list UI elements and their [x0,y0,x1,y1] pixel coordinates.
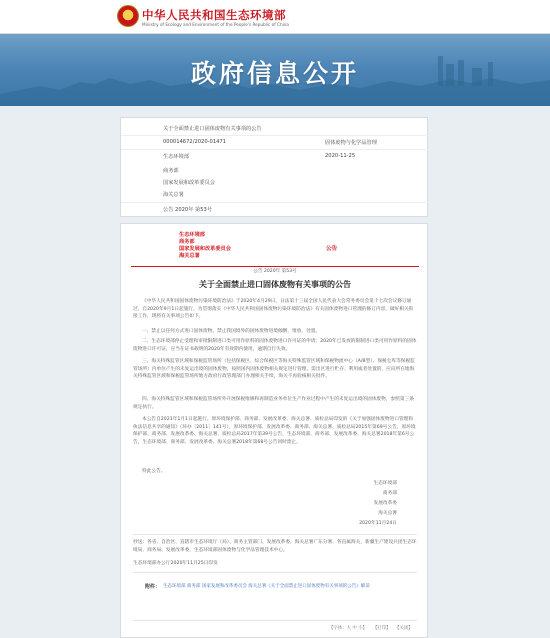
issuer-heading-1: 生态环境部 [179,232,205,238]
paragraph-2: 二、生态环境部停止受理和审批限制进口类可用作原料的固体废物进口许可证的申请；2020年已发放的限制进口类可用作原料的固体废物进口许可证，应当在证书载明的2020年有效期内使用，逾期自行失效。 [133,339,417,352]
signer-2: 商务部 [382,491,397,496]
font-size-tool[interactable]: 【字体：大 中 小】 [329,626,367,631]
meta-title-row [129,125,262,132]
meta-issuer-4: 海关总署 [163,192,184,198]
issuer-heading-4: 海关总署 [179,253,200,259]
meta-category-row [291,139,377,146]
paragraph-1: 一、禁止以任何方式进口固体废物。禁止我国境外的固体废物进境倾倒、堆放、处置。 [142,329,321,334]
signer-4: 海关总署 [378,511,397,516]
meta-doc-no: 公告 2020年 第53号 [163,207,213,213]
paragraph-4: 四、海关特殊监管区域和保税监管场所外开展保税维修和再制造业务单位生产作业过程中产生的未复运出境的固体废物，参照第三条规定执行。 [133,397,414,410]
paragraph-intro: 《中华人民共和国固体废物污染环境防治法》于2020年4月29日，日法第十三届全国人民代表大会常务委员会第十七次会议修订通过，自2020年9月1日起施行。为贯彻落实《中华人民共和国固体废物污染环境防治法》有关固体废物进口管理的修订内容，做好相关衔接工作，现将有关事项公告如下。 [133,299,414,319]
signer-1: 生态环境部 [373,481,397,486]
attachment-label: 附件： [145,584,161,590]
meta-index-no: 000014672/2020-01471 [163,139,227,145]
cc-list: 抄送：各省、自治区、直辖市生态环境厅（局）、商务主管部门、发展改革委，海关总署广东分署、各直属海关，新疆生产建设兵团生态环境局、商务局、发展改革委，生态环境部固体废物与化学品管理技术中心。 [133,540,417,553]
issuer-heading-3: 国家发展和改革委员会 [179,246,231,252]
meta-date: 2020-11-25 [325,153,356,159]
meta-docno-row [129,206,212,213]
paragraph-3: 三、海关特殊监管区域和保税监管场所（包括保税区、综合保税区等海关特殊监管区域和保税物流中心（A/B型）、保税仓库等保税监管场所）内单位产生的未复运出境的固体废物，按照国内固体废物相关规定进行管理。需出区进行贮存、利用或者处置的，应向所在地海关特殊监管区域和保税监管场所地方政府行政管理部门办理相关手续，海关不再验核相关批件。 [133,359,415,379]
document-meta-box [120,117,428,217]
print-button[interactable]: 【打印】 [373,626,391,631]
notice-word: 公告 [326,246,338,252]
attachment-link[interactable]: 生态环境部 商务部 国家发展和改革委员会 海关总署《关于全面禁止进口固体废物有关事项的公告》解读 [163,584,370,589]
meta-issuer-1: 生态环境部 [163,154,189,160]
meta-divider [121,135,429,136]
meta-issuer-2: 商务部 [163,168,179,174]
document-divider [133,534,417,535]
document-body [120,223,428,638]
site-header [0,0,550,34]
meta-title: 关于全面禁止进口固体废物有关事项的公告 [163,126,262,132]
paragraph-effective: 本公告自2021年1月1日起施行。原环境保护部、商务部、发展改革委、海关总署、质检总局印发的《关于加强固体废物进口管理和执法信息共享的通知》（环办〔2011〕141号），原环境保护部、发展改革委、商务部、海关总署、质检总局2015年第69号公告，原环境保护部、商务部、发展改革委、海关总署、质检总局2017年第39号公告，生态环境部、商务部、发展改革委、海关总署2018年第6号公告，生态环境部、商务部、发展改革委、海关总署2018年第68号公告同时废止。 [133,417,416,445]
national-emblem-icon[interactable] [117,5,139,27]
site-english-name: Ministry of Ecology and Environment of the People's Republic of China [142,22,289,27]
meta-index-row [129,139,226,145]
signer-3: 发展改革委 [373,501,397,506]
site-name[interactable]: 中华人民共和国生态环境部 [142,8,286,22]
red-divider [131,266,419,267]
sign-date: 2020年11月24日 [359,521,397,526]
meta-issuer-row [129,153,189,160]
document-title: 关于全面禁止进口固体废物有关事项的公告 [199,280,351,289]
document-divider [133,620,417,621]
meta-issuer-3: 国家发展和改革委员会 [163,180,215,186]
close-button[interactable]: 【关闭】 [395,626,413,631]
meta-divider [121,202,429,203]
meta-date-row [291,153,355,159]
document-divider [133,572,417,573]
meta-category: 固体废物与化学品管理 [325,140,377,146]
issuer-heading-2: 商务部 [179,239,195,245]
paragraph-closing: 特此公告。 [142,469,166,474]
page-banner [0,34,550,106]
document-number: 公告 2020年 第53号 [253,269,297,274]
issuing-office: 生态环境部办公厅2020年11月25日印发 [133,561,218,566]
meta-divider [121,149,429,150]
banner-title: 政府信息公开 [190,59,359,88]
